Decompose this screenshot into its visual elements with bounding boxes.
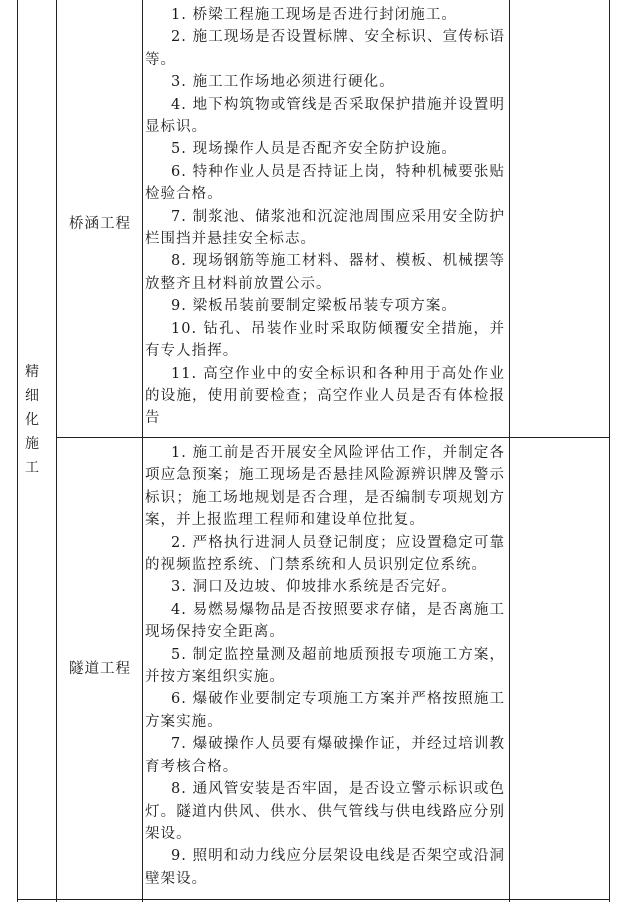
list-item: 4. 地下构筑物或管线是否采取保护措施并设置明显标识。 — [145, 96, 505, 136]
list-item: 7. 制浆池、储浆池和沉淀池周围应采用安全防护栏围挡并悬挂安全标志。 — [145, 208, 505, 248]
category-char: 工 — [25, 460, 39, 476]
section-divider — [56, 437, 610, 438]
list-item: 2. 严格执行进洞人员登记制度；应设置稳定可靠的视频监控系统、门禁系统和人员识别定位系统。 — [145, 534, 505, 574]
list-item: 9. 照明和动力线应分层架设电线是否架空或沿洞壁架设。 — [145, 848, 505, 887]
list-item: 3. 洞口及边坡、仰坡排水系统是否完好。 — [171, 579, 457, 596]
list-item: 5. 现场操作人员是否配齐安全防护设施。 — [171, 141, 457, 158]
list-item: 3. 施工工作场地必须进行硬化。 — [171, 74, 395, 91]
category-cell — [17, 360, 47, 480]
list-item: 4. 易燃易爆物品是否按照要求存储，是否离施工现场保持安全距离。 — [145, 601, 505, 641]
table-right-border — [609, 0, 610, 902]
category-char: 精 — [25, 364, 39, 380]
list-item: 7. 爆破操作人员要有爆破操作证，并经过培训教育考核合格。 — [145, 736, 505, 775]
list-item: 8. 现场钢筋等施工材料、器材、模板、机械摆等放整齐且材料前放置公示。 — [145, 253, 505, 292]
column-divider-content — [509, 0, 510, 902]
list-item: 2. 施工现场是否设置标牌、安全标识、宣传标语等。 — [145, 29, 505, 68]
category-char: 施 — [25, 436, 39, 452]
column-divider-category — [56, 0, 57, 902]
project-name-tunnel: 隧道工程 — [69, 661, 131, 677]
list-item: 1. 桥梁工程施工现场是否进行封闭施工。 — [171, 7, 457, 23]
list-item: 6. 特种作业人员是否持证上岗，特种机械要张贴检验合格。 — [145, 163, 505, 203]
bridge-inspection-items — [145, 4, 507, 430]
category-char: 细 — [25, 388, 39, 404]
table-bottom-border — [17, 899, 610, 900]
list-item: 1. 施工前是否开展安全风险评估工作，并制定各项应急预案；施工现场是否悬挂风险源辨识牌及警示标识；施工场地规划是否合理，是否编制专项规划方案，并上报监理工程师和建设单位批复。 — [145, 445, 505, 529]
list-item: 10. 钻孔、吊装作业时采取防倾覆安全措施，并有专人指挥。 — [145, 320, 505, 360]
column-divider-project — [142, 0, 143, 902]
list-item: 6. 爆破作业要制定专项施工方案并严格按照施工方案实施。 — [145, 691, 505, 730]
list-item: 5. 制定监控量测及超前地质预报专项施工方案，并按方案组织实施。 — [145, 646, 505, 686]
list-item: 9. 梁板吊装前要制定梁板吊装专项方案。 — [171, 298, 457, 315]
project-name-bridge: 桥涵工程 — [69, 216, 131, 232]
category-char: 化 — [25, 412, 39, 428]
list-item: 8. 通风管安装是否牢固，是否设立警示标识或色灯。隧道内供风、供水、供气管线与供电线路应分别架设。 — [145, 781, 505, 842]
tunnel-inspection-items — [145, 442, 507, 890]
list-item: 11. 高空作业中的安全标识和各种用于高处作业的设施，使用前要检查；高空作业人员是否有体检报告 — [145, 365, 505, 427]
